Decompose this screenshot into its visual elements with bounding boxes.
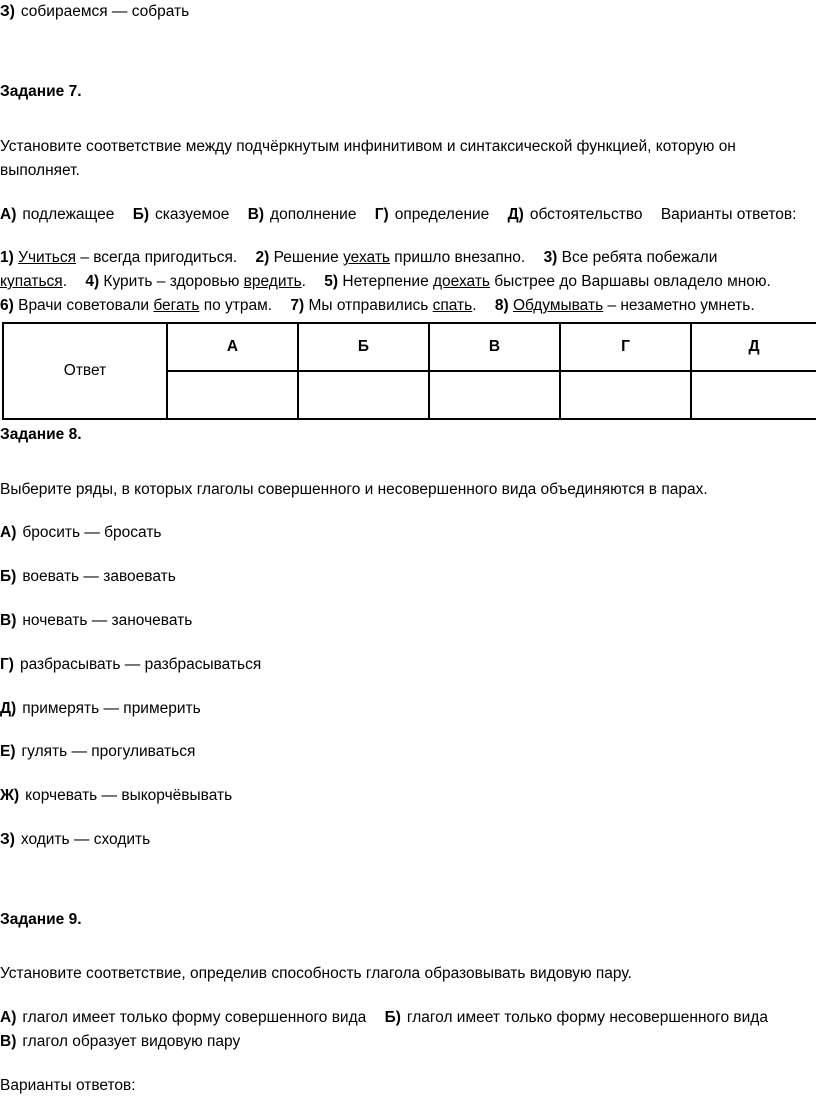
- answer-cell-d[interactable]: [691, 371, 816, 419]
- task8-item: Е) гулять — прогуливаться: [0, 743, 196, 760]
- task7-instruction-1: Установите соответствие между подчёркнутым инфинитивом и синтаксической функцией, которую он: [0, 138, 736, 155]
- task7-instruction-2: выполняет.: [0, 162, 80, 179]
- task7-sentences-line-1: 1) Учиться – всегда пригодиться. 2) Решение уехать пришло внезапно. 3) Все ребята побежали: [0, 249, 718, 266]
- task8-item: Г) разбрасывать — разбрасываться: [0, 656, 262, 673]
- task9-options-line-1: А) глагол имеет только форму совершенного вида Б) глагол имеет только форму несовершенного вида: [0, 1009, 768, 1026]
- task8-instruction: Выберите ряды, в которых глаголы совершенного и несовершенного вида объединяются в парах.: [0, 481, 708, 498]
- answer-cell-g[interactable]: [560, 371, 691, 419]
- answer-header-d: Д: [691, 323, 816, 371]
- task8-title: Задание 8.: [0, 426, 82, 443]
- task8-item: Ж) корчевать — выкорчёвывать: [0, 787, 233, 804]
- answer-header-b: Б: [298, 323, 429, 371]
- variants-label: Варианты ответов:: [660, 206, 797, 223]
- task8-item: З) ходить — сходить: [0, 831, 151, 848]
- answer-cell-v[interactable]: [429, 371, 560, 419]
- answer-header-a: А: [167, 323, 298, 371]
- answer-header-g: Г: [560, 323, 691, 371]
- task7-sentences-line-3: 6) Врачи советовали бегать по утрам. 7) Мы отправились спать. 8) Обдумывать – незаметно умнеть.: [0, 297, 755, 314]
- task8-item: А) бросить — бросать: [0, 524, 162, 541]
- task7-options: А) подлежащее Б) сказуемое В) дополнение Г) определение Д) обстоятельство Варианты ответов:: [0, 206, 797, 223]
- task7-sentences-line-2: купаться. 4) Курить – здоровью вредить. 5) Нетерпение доехать быстрее до Варшавы овладело мною.: [0, 273, 771, 290]
- item-text: собираемся — собрать: [20, 3, 190, 20]
- answer-header-v: В: [429, 323, 560, 371]
- task9-title: Задание 9.: [0, 911, 82, 928]
- answer-table: [2, 322, 816, 420]
- task9-instruction: Установите соответствие, определив способность глагола образовывать видовую пару.: [0, 965, 632, 982]
- answer-cell-b[interactable]: [298, 371, 429, 419]
- task8-item: Б) воевать — завоевать: [0, 568, 176, 585]
- task9-variants-label: Варианты ответов:: [0, 1077, 136, 1094]
- task8-item: В) ночевать — заночевать: [0, 612, 193, 629]
- item-label: З): [0, 3, 15, 20]
- prev-item-z: [0, 2, 189, 22]
- task9-options-line-2: В) глагол образует видовую пару: [0, 1033, 241, 1050]
- task7-title: Задание 7.: [0, 83, 82, 100]
- answer-row-label: Ответ: [3, 323, 167, 419]
- task8-item: Д) примерять — примерить: [0, 700, 201, 717]
- answer-cell-a[interactable]: [167, 371, 298, 419]
